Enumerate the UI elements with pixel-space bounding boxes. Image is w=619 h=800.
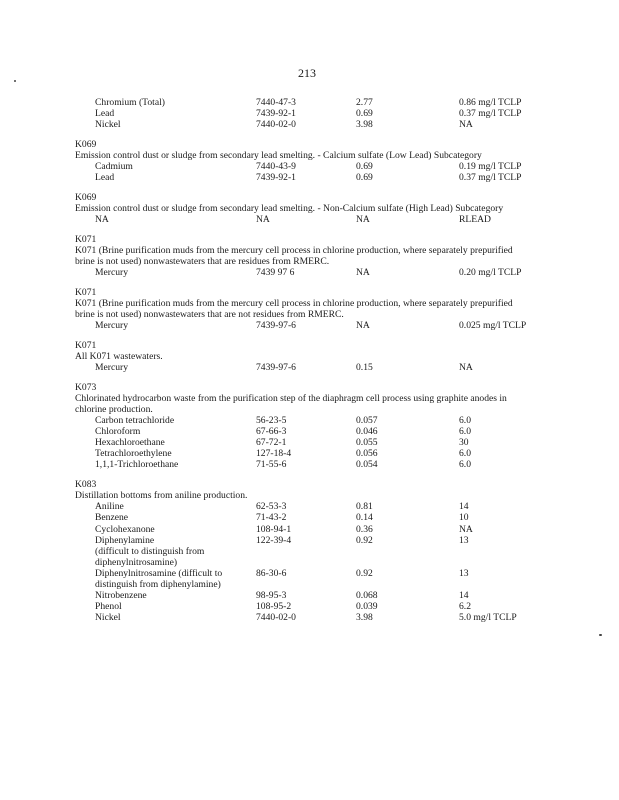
wastewater-standard-cell: 0.055 bbox=[356, 437, 378, 449]
constituent-cell: Nickel bbox=[95, 612, 121, 624]
constituent-cell: Chloroform bbox=[95, 426, 141, 438]
cas-number-cell: 127-18-4 bbox=[256, 448, 292, 460]
cas-number-cell: 108-95-2 bbox=[256, 601, 292, 613]
constituent-cell: distinguish from diphenylamine) bbox=[95, 579, 221, 590]
wastewater-standard-cell: 0.69 bbox=[356, 172, 373, 184]
waste-description: All K071 wastewaters. bbox=[75, 350, 163, 362]
waste-description: K071 (Brine purification muds from the mercury cell process in chlorine production, where separately prepurified bbox=[75, 244, 513, 256]
cas-number-cell: 71-43-2 bbox=[256, 512, 287, 524]
waste-code: K071 bbox=[75, 286, 97, 298]
wastewater-standard-cell: 0.15 bbox=[356, 362, 373, 373]
constituent-cell: Nitrobenzene bbox=[95, 590, 147, 602]
waste-description: Emission control dust or sludge from secondary lead smelting. - Calcium sulfate (Low Lead) Subcategory bbox=[75, 150, 482, 161]
constituent-cell: Carbon tetrachloride bbox=[95, 415, 175, 426]
constituent-cell: diphenylnitrosamine) bbox=[95, 556, 178, 568]
cas-number-cell: 71-55-6 bbox=[256, 459, 287, 471]
constituent-cell: Diphenylamine bbox=[95, 534, 155, 546]
cas-number-cell: 67-72-1 bbox=[256, 437, 287, 449]
page-number: 213 bbox=[298, 66, 316, 80]
nonwastewater-standard-cell: 13 bbox=[459, 567, 469, 579]
waste-description: Distillation bottoms from aniline production. bbox=[75, 490, 248, 502]
constituent-cell: 1,1,1-Trichloroethane bbox=[95, 459, 179, 471]
nonwastewater-standard-cell: 6.0 bbox=[459, 426, 471, 438]
wastewater-standard-cell: 0.92 bbox=[356, 534, 373, 546]
nonwastewater-standard-cell: NA bbox=[459, 362, 473, 373]
cas-number-cell: 7440-02-0 bbox=[256, 612, 296, 624]
constituent-cell: NA bbox=[95, 214, 109, 226]
nonwastewater-standard-cell: 0.86 mg/l TCLP bbox=[459, 97, 522, 108]
constituent-cell: (difficult to distinguish from bbox=[95, 545, 205, 557]
nonwastewater-standard-cell: 6.0 bbox=[459, 415, 471, 426]
nonwastewater-standard-cell: 13 bbox=[459, 534, 469, 546]
cas-number-cell: NA bbox=[256, 214, 270, 226]
constituent-cell: Mercury bbox=[95, 267, 129, 279]
waste-code: K083 bbox=[75, 479, 97, 491]
constituent-cell: Diphenylnitrosamine (difficult to bbox=[95, 567, 223, 579]
constituent-cell: Cadmium bbox=[95, 161, 133, 173]
waste-code: K069 bbox=[75, 191, 97, 203]
wastewater-standard-cell: 0.039 bbox=[356, 601, 378, 613]
nonwastewater-standard-cell: 0.025 mg/l TCLP bbox=[459, 320, 527, 332]
nonwastewater-standard-cell: 0.20 mg/l TCLP bbox=[459, 267, 522, 279]
wastewater-standard-cell: 0.14 bbox=[356, 512, 373, 524]
wastewater-standard-cell: 3.98 bbox=[356, 612, 373, 624]
waste-description: Emission control dust or sludge from secondary lead smelting. - Non-Calcium sulfate (High Lead) Subcategory bbox=[75, 203, 504, 214]
constituent-cell: Nickel bbox=[95, 119, 121, 131]
constituent-cell: Cyclohexanone bbox=[95, 523, 155, 535]
nonwastewater-standard-cell: NA bbox=[459, 523, 473, 535]
nonwastewater-standard-cell: 5.0 mg/l TCLP bbox=[459, 612, 517, 624]
wastewater-standard-cell: 0.054 bbox=[356, 459, 378, 471]
waste-description: K071 (Brine purification muds from the mercury cell process in chlorine production, where separately prepurified bbox=[75, 297, 513, 309]
nonwastewater-standard-cell: NA bbox=[459, 119, 473, 131]
wastewater-standard-cell: 2.77 bbox=[356, 97, 373, 108]
nonwastewater-standard-cell: 0.37 mg/l TCLP bbox=[459, 108, 522, 120]
cas-number-cell: 7440-47-3 bbox=[256, 97, 296, 108]
nonwastewater-standard-cell: 14 bbox=[459, 501, 469, 513]
waste-description: chlorine production. bbox=[75, 403, 153, 415]
wastewater-standard-cell: 0.068 bbox=[356, 590, 378, 602]
waste-description: Chlorinated hydrocarbon waste from the purification step of the diaphragm cell process using graphite anodes in bbox=[75, 392, 507, 404]
cas-number-cell: 62-53-3 bbox=[256, 501, 287, 513]
cas-number-cell: 7440-43-9 bbox=[256, 161, 296, 173]
nonwastewater-standard-cell: 30 bbox=[459, 437, 469, 449]
cas-number-cell: 7440-02-0 bbox=[256, 119, 296, 131]
nonwastewater-standard-cell: 0.19 mg/l TCLP bbox=[459, 161, 522, 173]
constituent-cell: Chromium (Total) bbox=[95, 97, 165, 108]
cas-number-cell: 86-30-6 bbox=[256, 567, 287, 579]
wastewater-standard-cell: 0.056 bbox=[356, 448, 378, 460]
nonwastewater-standard-cell: 6.2 bbox=[459, 601, 471, 613]
wastewater-standard-cell: NA bbox=[356, 320, 370, 332]
nonwastewater-standard-cell: 6.0 bbox=[459, 448, 471, 460]
cas-number-cell: 7439-97-6 bbox=[256, 320, 296, 332]
waste-code: K073 bbox=[75, 381, 97, 393]
wastewater-standard-cell: NA bbox=[356, 214, 370, 226]
constituent-cell: Mercury bbox=[95, 362, 129, 373]
wastewater-standard-cell: 3.98 bbox=[356, 119, 373, 131]
cas-number-cell: 56-23-5 bbox=[256, 415, 287, 426]
wastewater-standard-cell: 0.81 bbox=[356, 501, 373, 513]
constituent-cell: Lead bbox=[95, 172, 115, 184]
constituent-cell: Phenol bbox=[95, 601, 122, 613]
constituent-cell: Hexachloroethane bbox=[95, 437, 165, 449]
wastewater-standard-cell: 0.92 bbox=[356, 567, 373, 579]
wastewater-standard-cell: 0.69 bbox=[356, 161, 373, 173]
wastewater-standard-cell: 0.046 bbox=[356, 426, 378, 438]
nonwastewater-standard-cell: 6.0 bbox=[459, 459, 471, 471]
wastewater-standard-cell: NA bbox=[356, 267, 370, 279]
wastewater-standard-cell: 0.36 bbox=[356, 523, 373, 535]
scan-speck bbox=[14, 80, 16, 82]
nonwastewater-standard-cell: 0.37 mg/l TCLP bbox=[459, 172, 522, 184]
nonwastewater-standard-cell: RLEAD bbox=[459, 214, 491, 226]
nonwastewater-standard-cell: 14 bbox=[459, 590, 469, 602]
cas-number-cell: 7439-92-1 bbox=[256, 172, 296, 184]
cas-number-cell: 67-66-3 bbox=[256, 426, 287, 438]
cas-number-cell: 122-39-4 bbox=[256, 534, 292, 546]
cas-number-cell: 7439-92-1 bbox=[256, 108, 296, 120]
waste-code: K069 bbox=[75, 138, 97, 150]
cas-number-cell: 7439-97-6 bbox=[256, 362, 296, 373]
constituent-cell: Benzene bbox=[95, 512, 129, 524]
cas-number-cell: 98-95-3 bbox=[256, 590, 287, 602]
constituent-cell: Tetrachloroethylene bbox=[95, 448, 172, 460]
cas-number-cell: 7439 97 6 bbox=[256, 267, 295, 279]
waste-description: brine is not used) nonwastewaters that are residues from RMERC. bbox=[75, 256, 330, 267]
waste-description: brine is not used) nonwastewaters that are not residues from RMERC. bbox=[75, 309, 344, 320]
wastewater-standard-cell: 0.057 bbox=[356, 415, 378, 426]
scan-speck bbox=[599, 634, 602, 636]
constituent-cell: Lead bbox=[95, 108, 115, 120]
nonwastewater-standard-cell: 10 bbox=[459, 512, 469, 524]
wastewater-standard-cell: 0.69 bbox=[356, 108, 373, 120]
constituent-cell: Mercury bbox=[95, 320, 129, 332]
waste-code: K071 bbox=[75, 339, 97, 351]
cas-number-cell: 108-94-1 bbox=[256, 523, 292, 535]
constituent-cell: Aniline bbox=[95, 501, 124, 513]
waste-code: K071 bbox=[75, 233, 97, 245]
